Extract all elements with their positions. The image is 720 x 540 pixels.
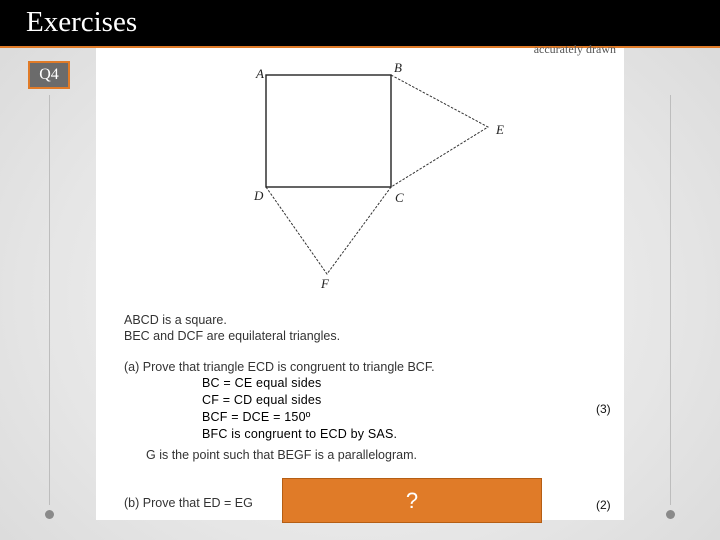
- answer-line-1: BC = CE equal sides: [202, 376, 322, 390]
- answer-reveal-box[interactable]: [282, 478, 542, 523]
- question-badge: [28, 61, 70, 89]
- part-b-question: (b) Prove that ED = EG: [124, 496, 253, 510]
- label-b: B: [394, 60, 402, 75]
- square-abcd: [266, 75, 391, 187]
- right-decor-dot: [666, 510, 675, 519]
- left-divider: [49, 95, 50, 505]
- marks-part-b: (2): [596, 498, 611, 512]
- part-a-question: (a) Prove that triangle ECD is congruent to triangle BCF.: [124, 360, 435, 374]
- title-bar: [0, 0, 720, 46]
- point-g-definition: G is the point such that BEGF is a parallelogram.: [146, 448, 417, 462]
- label-c: C: [395, 190, 404, 205]
- label-f: F: [321, 276, 329, 291]
- slide-title: Exercises: [26, 6, 138, 38]
- answer-line-4: BFC is congruent to ECD by SAS.: [202, 427, 398, 441]
- exam-page: [96, 42, 624, 520]
- label-e: E: [496, 122, 504, 137]
- answer-line-3: BCF = DCE = 150º: [202, 410, 311, 424]
- answer-line-2: CF = CD equal sides: [202, 393, 322, 407]
- geometry-figure: [96, 48, 624, 298]
- answer-reveal-label: ?: [405, 488, 419, 513]
- marks-part-a: (3): [596, 402, 611, 416]
- label-a: A: [256, 66, 264, 81]
- right-divider: [670, 95, 671, 505]
- accuracy-note: accurately drawn: [533, 42, 616, 56]
- question-badge-label: Q4: [39, 66, 59, 83]
- label-d: D: [254, 188, 264, 203]
- left-decor-dot: [45, 510, 54, 519]
- given-square: ABCD is a square.: [124, 313, 227, 327]
- triangle-dcf: [266, 187, 391, 274]
- triangle-bec: [391, 75, 488, 187]
- given-triangles: BEC and DCF are equilateral triangles.: [124, 329, 341, 343]
